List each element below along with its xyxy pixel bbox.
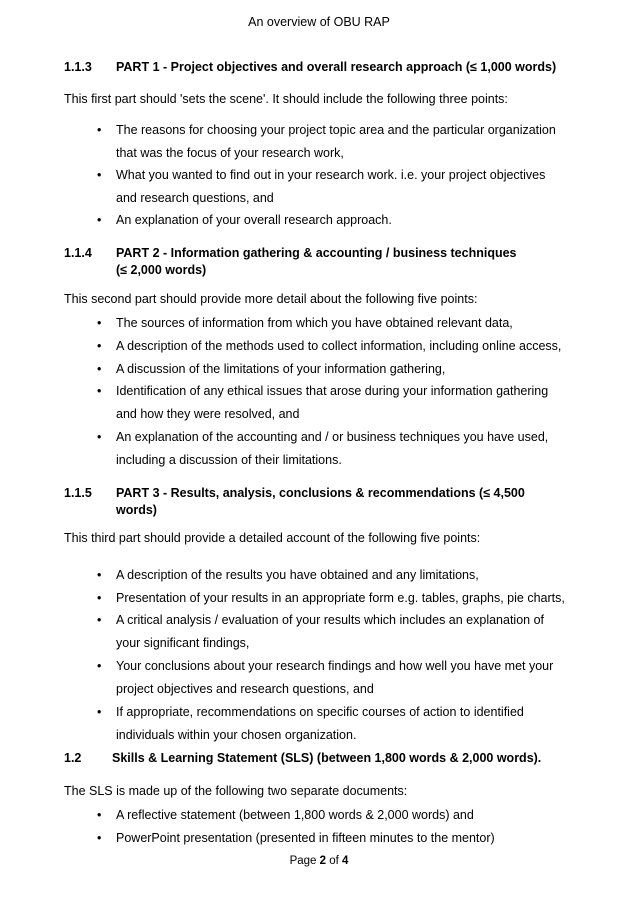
- section-number-1-1-3: 1.1.3: [64, 60, 92, 74]
- section-title-1-1-4b: (≤ 2,000 words): [116, 263, 207, 277]
- bullet-icon: •: [97, 659, 102, 673]
- bullet-text-1-1-4-4a: Identification of any ethical issues that arose during your information gathering: [116, 384, 549, 398]
- bullet-text-1-1-5-3b: your significant findings,: [116, 636, 250, 650]
- bullet-icon: •: [97, 591, 102, 605]
- bullet-icon: •: [97, 384, 102, 398]
- section-title-1-1-5a: PART 3 - Results, analysis, conclusions & recommendations (≤ 4,500: [116, 486, 525, 500]
- section-intro-1-1-3: This first part should 'sets the scene'. It should include the following three points:: [64, 92, 508, 106]
- bullet-icon: •: [97, 123, 102, 137]
- bullet-text-1-1-5-3a: A critical analysis / evaluation of your results which includes an explanation of: [116, 613, 545, 627]
- bullet-icon: •: [97, 831, 102, 845]
- footer-page-label: Page: [289, 855, 317, 867]
- bullet-icon: •: [97, 316, 102, 330]
- bullet-text-1-2-1: A reflective statement (between 1,800 words & 2,000 words) and: [116, 808, 474, 822]
- section-number-1-2: 1.2: [64, 751, 82, 765]
- bullet-text-1-1-3-1b: that was the focus of your research work,: [116, 146, 344, 160]
- section-intro-1-1-5: This third part should provide a detailed account of the following five points:: [64, 531, 481, 545]
- section-title-1-1-3: PART 1 - Project objectives and overall research approach (≤ 1,000 words): [116, 60, 557, 74]
- bullet-text-1-1-5-2: Presentation of your results in an appropriate form e.g. tables, graphs, pie charts,: [116, 591, 565, 605]
- bullet-text-1-1-3-3: An explanation of your overall research approach.: [116, 213, 392, 227]
- bullet-text-1-2-2: PowerPoint presentation (presented in fifteen minutes to the mentor): [116, 831, 495, 845]
- section-title-1-1-5b: words): [116, 503, 157, 517]
- page-footer: [0, 855, 638, 867]
- bullet-text-1-1-5-4a: Your conclusions about your research findings and how well you have met your: [116, 659, 554, 673]
- bullet-icon: •: [97, 168, 102, 182]
- bullet-icon: •: [97, 339, 102, 353]
- bullet-icon: •: [97, 362, 102, 376]
- section-number-1-1-4: 1.1.4: [64, 246, 92, 260]
- bullet-text-1-1-5-1: A description of the results you have obtained and any limitations,: [116, 568, 479, 582]
- bullet-text-1-1-5-4b: project objectives and research questions, and: [116, 682, 374, 696]
- section-intro-1-1-4: This second part should provide more detail about the following five points:: [64, 292, 478, 306]
- bullet-icon: •: [97, 213, 102, 227]
- bullet-text-1-1-5-5b: individuals within your chosen organization.: [116, 728, 357, 742]
- footer-page-number: 2: [319, 855, 327, 867]
- section-intro-1-2: The SLS is made up of the following two separate documents:: [64, 784, 408, 798]
- bullet-text-1-1-3-2b: and research questions, and: [116, 191, 274, 205]
- bullet-text-1-1-4-5b: including a discussion of their limitations.: [116, 453, 342, 467]
- bullet-text-1-1-4-1: The sources of information from which you have obtained relevant data,: [116, 316, 513, 330]
- bullet-text-1-1-5-5a: If appropriate, recommendations on specific courses of action to identified: [116, 705, 524, 719]
- bullet-icon: •: [97, 808, 102, 822]
- bullet-text-1-1-4-5a: An explanation of the accounting and / or business techniques you have used,: [116, 430, 549, 444]
- bullet-text-1-1-4-4b: and how they were resolved, and: [116, 407, 300, 421]
- bullet-text-1-1-3-2a: What you wanted to find out in your research work. i.e. your project objectives: [116, 168, 546, 182]
- bullet-icon: •: [97, 613, 102, 627]
- section-number-1-1-5: 1.1.5: [64, 486, 92, 500]
- section-title-1-2: Skills & Learning Statement (SLS) (between 1,800 words & 2,000 words).: [112, 751, 542, 765]
- bullet-text-1-1-3-1a: The reasons for choosing your project topic area and the particular organization: [116, 123, 556, 137]
- bullet-text-1-1-4-3: A discussion of the limitations of your information gathering,: [116, 362, 446, 376]
- footer-of-label: of: [329, 855, 339, 867]
- page-header: An overview of OBU RAP: [248, 15, 390, 29]
- bullet-icon: •: [97, 568, 102, 582]
- section-title-1-1-4a: PART 2 - Information gathering & accounting / business techniques: [116, 246, 517, 260]
- footer-page-total: 4: [342, 855, 349, 867]
- bullet-text-1-1-4-2: A description of the methods used to collect information, including online access,: [116, 339, 562, 353]
- bullet-icon: •: [97, 430, 102, 444]
- bullet-icon: •: [97, 705, 102, 719]
